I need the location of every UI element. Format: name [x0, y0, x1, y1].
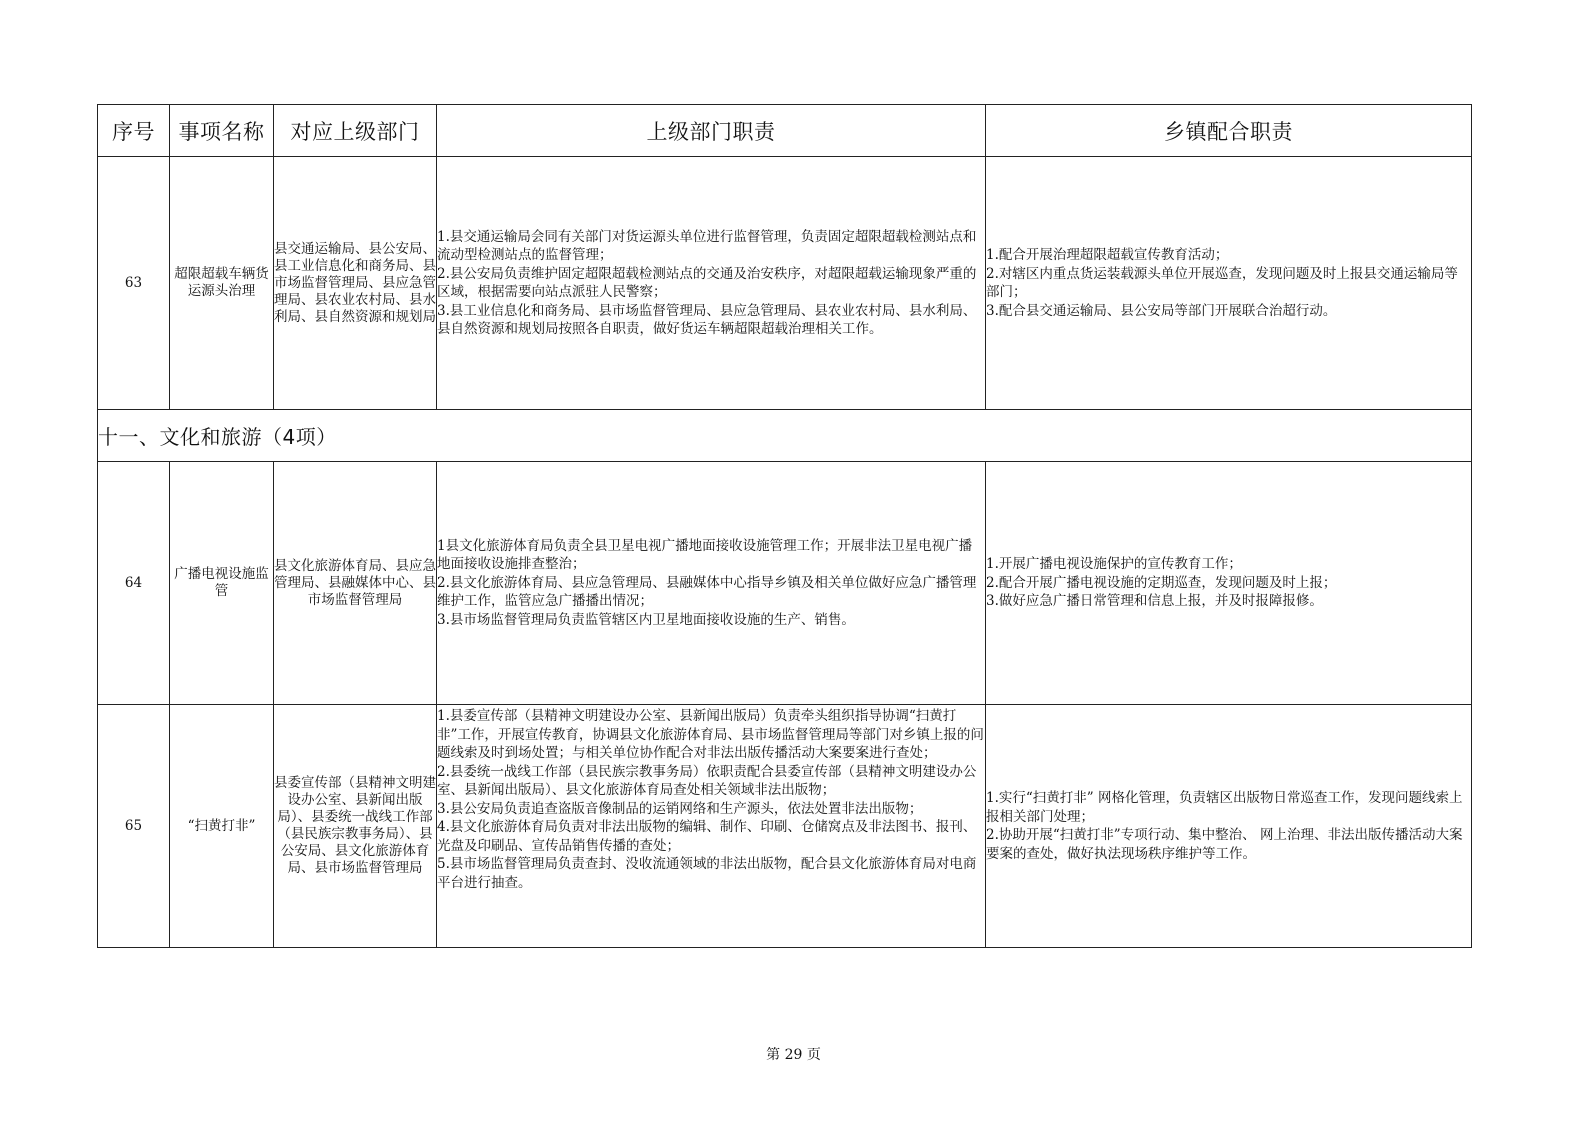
row-serial: 64 [98, 462, 170, 705]
row-township-duty [986, 705, 1472, 948]
table-row [98, 705, 1472, 948]
table-row [98, 462, 1472, 705]
coop-item: 1.实行“扫黄打非” 网格化管理，负责辖区出版物日常巡查工作，发现问题线索上报相关部门处理； [986, 790, 1463, 825]
header-township-duty: 乡镇配合职责 [986, 105, 1472, 157]
duty-item: 2.县公安局负责维护固定超限超载检测站点的交通及治安秩序，对超限超载运输现象严重的区域，根据需要向站点派驻人民警察； [437, 265, 977, 300]
duty-item: 1.县交通运输局会同有关部门对货运源头单位进行监督管理，负责固定超限超载检测站点和流动型检测站点的监督管理； [437, 228, 977, 263]
duty-clip-box [437, 707, 985, 947]
row-item-name: 广播电视设施监管 [170, 462, 274, 705]
table-row [98, 157, 1472, 410]
duty-item: 1县文化旅游体育局负责全县卫星电视广播地面接收设施管理工作；开展非法卫星电视广播地面接收设施排查整治； [437, 537, 973, 573]
coop-item: 1.开展广播电视设施保护的宣传教育工作； [986, 556, 1242, 573]
table-header-row [98, 105, 1472, 157]
row-superior-duty [437, 157, 986, 410]
coop-item: 2.对辖区内重点货运装载源头单位开展巡查，发现问题及时上报县交通运输局等部门； [986, 265, 1458, 300]
category-title: 十一、文化和旅游（4项） [98, 410, 1472, 462]
row-township-duty [986, 157, 1472, 410]
duty-item: 1.县委宣传部（县精神文明建设办公室、县新闻出版局）负责牵头组织指导协调“扫黄打非”工作，开展宣传教育，协调县文化旅游体育局、县市场监督管理局等部门对乡镇上报的问题线索及时到场处置；与相关单位协作配合对非法出版传播活动大案要案进行查处； [437, 708, 984, 761]
page-number: 第 29 页 [766, 1047, 821, 1063]
row-item-name: “扫黄打非” [170, 705, 274, 948]
duty-item: 3.县公安局负责追查盗版音像制品的运销网络和生产源头，依法处置非法出版物； [437, 800, 923, 817]
duty-item: 2.县文化旅游体育局、县应急管理局、县融媒体中心指导乡镇及相关单位做好应急广播管理维护工作，监管应急广播播出情况； [437, 574, 977, 610]
row-township-duty [986, 462, 1472, 705]
row-superior-duty [437, 462, 986, 705]
coop-item: 3.做好应急广播日常管理和信息上报，并及时报障报修。 [986, 593, 1323, 610]
header-item-name: 事项名称 [170, 105, 274, 157]
header-superior-duty: 上级部门职责 [437, 105, 986, 157]
duty-item: 3.县工业信息化和商务局、县市场监督管理局、县应急管理局、县农业农村局、县水利局、县自然资源和规划局按照各自职责，做好货运车辆超限超载治理相关工作。 [437, 302, 977, 337]
row-superior-dept: 县交通运输局、县公安局、县工业信息化和商务局、县市场监督管理局、县应急管理局、县农业农村局、县水利局、县自然资源和规划局 [274, 157, 437, 410]
row-superior-dept: 县委宣传部（县精神文明建设办公室、县新闻出版局）、县委统一战线工作部（县民族宗教事务局）、县公安局、县文化旅游体育局、县市场监督管理局 [274, 705, 437, 948]
row-item-name: 超限超载车辆货运源头治理 [170, 157, 274, 410]
row-superior-duty [437, 705, 986, 948]
category-row [98, 410, 1472, 462]
responsibility-table [97, 104, 1472, 948]
coop-item: 2.配合开展广播电视设施的定期巡查，发现问题及时上报； [986, 574, 1337, 591]
duty-item: 4.县文化旅游体育局负责对非法出版物的编辑、制作、印刷、仓储窝点及非法图书、报刊、光盘及印刷品、宣传品销售传播的查处； [437, 819, 977, 854]
duty-item: 2.县委统一战线工作部（县民族宗教事务局）依职责配合县委宣传部（县精神文明建设办公室、县新闻出版局）、县文化旅游体育局查处相关领域非法出版物； [437, 763, 977, 798]
duty-item: 5.县市场监督管理局负责查封、没收流通领域的非法出版物，配合县文化旅游体育局对电商平台进行抽查。 [437, 856, 977, 891]
coop-item: 1.配合开展治理超限超载宣传教育活动； [986, 247, 1229, 263]
coop-item: 3.配合县交通运输局、县公安局等部门开展联合治超行动。 [986, 302, 1337, 319]
header-serial: 序号 [98, 105, 170, 157]
row-serial: 63 [98, 157, 170, 410]
duty-item: 3.县市场监督管理局负责监管辖区内卫星地面接收设施的生产、销售。 [437, 611, 855, 628]
header-superior-dept: 对应上级部门 [274, 105, 437, 157]
row-superior-dept: 县文化旅游体育局、县应急管理局、县融媒体中心、县市场监督管理局 [274, 462, 437, 705]
row-serial: 65 [98, 705, 170, 948]
coop-item: 2.协助开展“扫黄打非”专项行动、集中整治、 网上治理、非法出版传播活动大案要案的查处，做好执法现场秩序维护等工作。 [986, 827, 1463, 862]
